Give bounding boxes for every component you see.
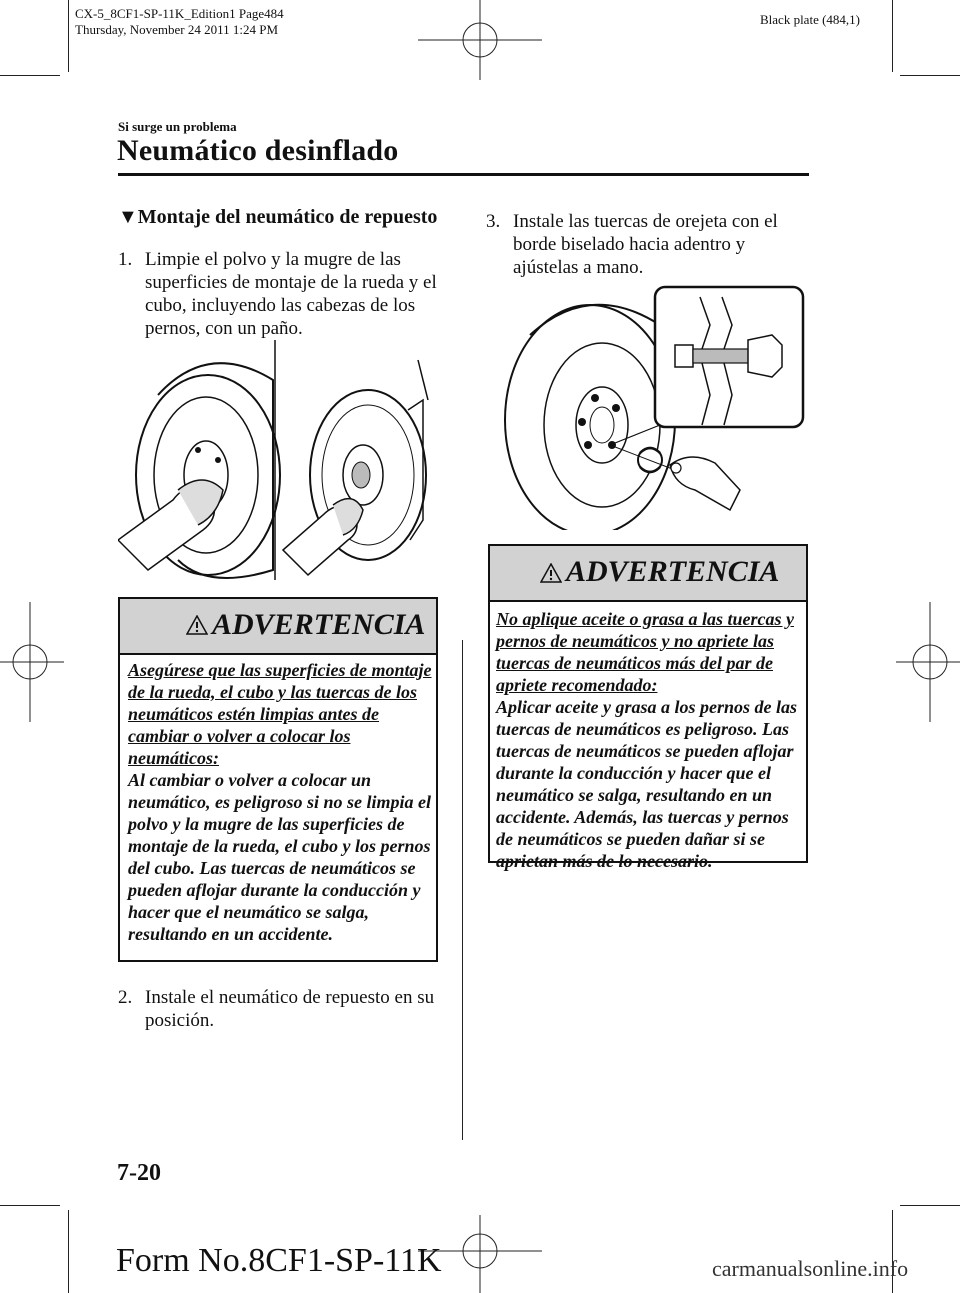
step-number: 1. [118,249,133,270]
crop-mark [68,1210,69,1293]
subheading-text: Montaje del neumático de repuesto [137,206,438,228]
warning-box [118,597,438,962]
crop-mark [900,1205,960,1206]
warning-triangle-icon [186,615,208,635]
print-header-line1: CX-5_8CF1-SP-11K_Edition1 Page484 [75,6,284,21]
crop-mark [68,0,69,72]
crop-mark [0,75,60,76]
watermark: carmanualsonline.info [712,1256,909,1281]
print-header-line2: Thursday, November 24 2011 1:24 PM [75,22,279,37]
step-text: Instale el neumático de repuesto en su posición. [145,987,435,1031]
crop-mark [900,75,960,76]
registration-mark-top [418,0,542,80]
plate-label: Black plate (484,1) [760,12,860,27]
step-3 [486,210,811,279]
form-number: Form No.8CF1-SP-11K [116,1242,442,1279]
title-rule [118,173,809,176]
warning-emphasis: Asegúrese que las superficies de montaje de la rueda, el cubo y las tuercas de los neumáticos estén limpias antes de cambiar o volver a colocar los neumáticos: [128,660,432,768]
warning-text [128,659,434,945]
step-number: 3. [486,211,501,232]
registration-mark-left [0,602,64,722]
warning-box [488,544,808,871]
page-number: 7-20 [117,1160,161,1186]
page-title: Neumático desinflado [117,134,399,167]
step-text: Instale las tuercas de orejeta con el borde biselado hacia adentro y ajústelas a mano. [513,211,778,278]
step-text: Limpie el polvo y la mugre de las superficies de montaje de la rueda y el cubo, incluyendo las cabezas de los pernos, con un paño. [145,249,437,339]
warning-triangle-icon [540,563,562,583]
section-label: Si surge un problema [118,119,237,134]
warning-title: ADVERTENCIA [566,555,780,588]
step-number: 2. [118,987,133,1008]
wheel-cleaning-illustration [118,340,438,580]
step-1 [118,248,438,340]
crop-mark [0,1205,60,1206]
crop-mark [892,0,893,72]
warning-text [496,608,804,872]
triangle-marker-icon: ▼ [118,206,138,228]
warning-detail: Aplicar aceite y grasa a los pernos de las tuercas de neumáticos es peligroso. Las tuercas de neumáticos se pueden aflojar durante la conducción y hacer que el neumático se salga, resultando en un accidente. Además, las tuercas y pernos de neumáticos se pueden dañar si se aprietan más de lo necesario. [496,697,797,871]
crop-mark [462,640,463,1140]
lug-nut-installation-illustration [490,285,808,530]
step-2 [118,986,438,1032]
warning-title: ADVERTENCIA [212,608,426,641]
warning-emphasis: No aplique aceite o grasa a las tuercas y pernos de neumáticos y no apriete las tuercas de neumáticos más del par de apriete recomendado: [496,609,794,695]
warning-detail: Al cambiar o volver a colocar un neumático, es peligroso si no se limpia el polvo y la mugre de las superficies de montaje de la rueda, el cubo y los pernos del cubo. Las tuercas de neumáticos se pueden aflojar durante la conducción y hacer que el neumático se salga, resultando en un accidente. [128,770,432,944]
subheading [118,206,437,229]
registration-mark-right [896,602,960,722]
